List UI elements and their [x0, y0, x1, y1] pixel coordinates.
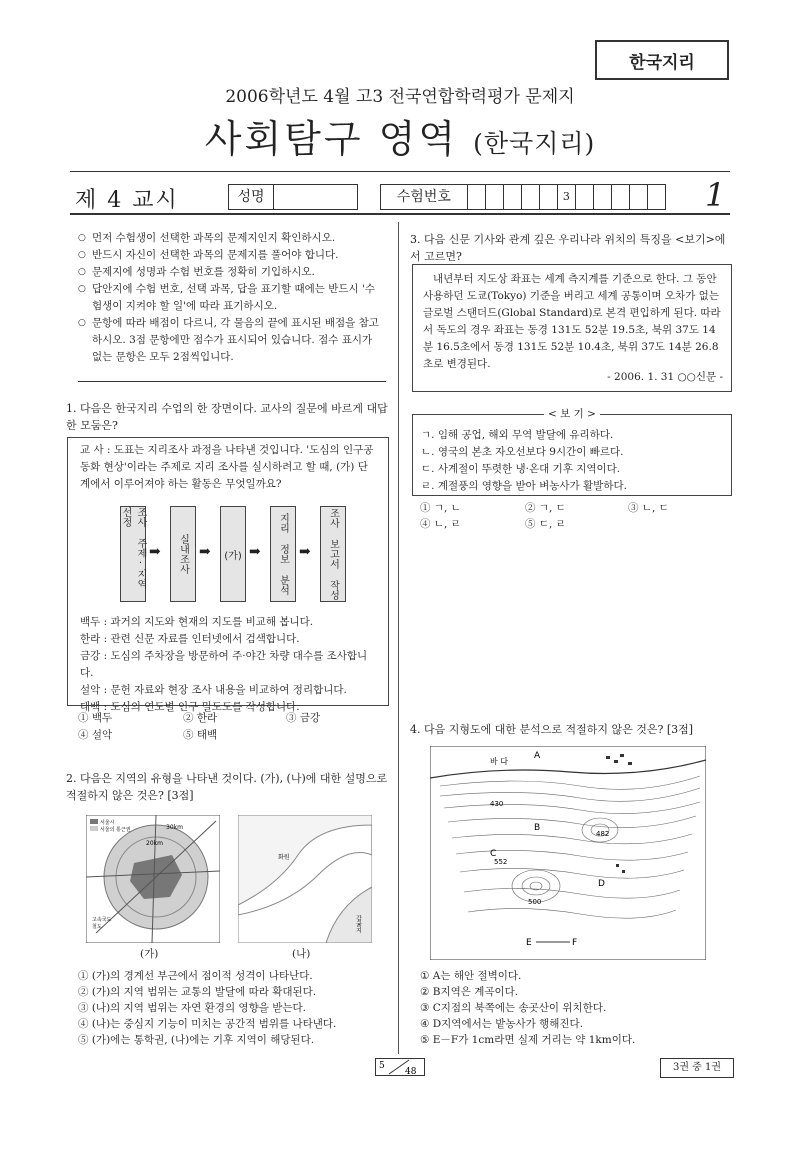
q1-answer: 설악 : 문헌 자료와 현장 조사 내용을 비교하여 정리합니다.	[80, 684, 347, 696]
map-a-label: 20km	[146, 840, 163, 847]
q4-choice[interactable]: ④ D지역에서는 밭농사가 행해진다.	[420, 1018, 584, 1030]
notice-item: ○ 문제지에 성명과 수험 번호를 정확히 기입하시오.	[78, 264, 383, 281]
topo-label-sea: 바 다	[490, 757, 508, 766]
q1-answers	[80, 614, 380, 716]
flow-step: 조사 주제·지역 선정	[120, 506, 146, 602]
subject-tag: 한국지리	[595, 40, 729, 80]
exam-id-cell[interactable]	[630, 185, 648, 209]
q4-choice[interactable]: ⑤ E－F가 1cm라면 실제 거리는 약 1km이다.	[420, 1034, 636, 1046]
map-a-legend: 고속국도	[92, 917, 112, 923]
session-label: 제 4 교시	[75, 188, 179, 213]
footer-page-num: 5	[379, 1061, 385, 1071]
notice-item: ○ 답안지에 수험 번호, 선택 과목, 답을 표기할 때에는 반드시 '수험생이 지켜야 할 일'에 따라 표기하시오.	[78, 281, 383, 315]
q2-stem: 2. 다음은 지역의 유형을 나타낸 것이다. (가), (나)에 대한 설명으로 적절하지 않은 것은? [3점]	[66, 772, 388, 802]
q1-teacher-line: 교 사 : 도표는 지리조사 과정을 나타낸 것입니다. '도심의 인구공동화 현상'이라는 주제로 지리 조사를 실시하려고 할 때, (가) 단계에서 이루어져야 하는 활동은 무엇일까요?	[80, 444, 374, 490]
q1-answer: 금강 : 도심의 주차장을 방문하여 주·야간 차량 대수를 조사합니다.	[80, 650, 368, 679]
q3-bogi-title: < 보 기 >	[544, 408, 600, 420]
q1-answer: 한라 : 관련 신문 자료를 인터넷에서 검색합니다.	[80, 633, 300, 645]
q3-bogi-item: ㄴ. 영국의 본초 자오선보다 9시간이 빠르다.	[421, 446, 624, 458]
q4-choices	[420, 968, 740, 1048]
q4-choice[interactable]: ① A는 해안 절벽이다.	[420, 970, 522, 982]
q3-bogi-list	[421, 427, 721, 495]
name-input-area[interactable]	[274, 185, 357, 209]
notice-item: ○ 문항에 따라 배점이 다르니, 각 물음의 끝에 표시된 배점을 참고하시오. 3점 문항에만 점수가 표시되어 있습니다. 점수 표시가 없는 문항은 모두 2점씩입니다.	[78, 315, 383, 366]
header-rule-top	[70, 171, 730, 172]
q2-map-a	[86, 815, 220, 943]
flow-arrow-icon: ➡	[299, 544, 311, 560]
q3-bogi-title-wrap	[413, 406, 731, 423]
q1-answer: 태백 : 도심의 연도별 인구 밀도도를 작성합니다.	[80, 701, 300, 713]
topo-label-d: D	[598, 879, 605, 889]
flow-step-ga: (가)	[220, 506, 246, 602]
q3-bogi-item: ㄱ. 임해 공업, 해외 무역 발달에 유리하다.	[421, 429, 614, 441]
q3-stem: 3. 다음 신문 기사와 관계 깊은 우리나라 위치의 특징을 <보기>에서 고르면?	[410, 233, 726, 263]
q1-choice[interactable]: ③ 금강	[286, 712, 321, 724]
q3-choices	[420, 500, 730, 534]
q3-choice[interactable]: ④ ㄴ, ㄹ	[420, 518, 461, 530]
q3-choice[interactable]: ③ ㄴ, ㄷ	[628, 502, 669, 514]
q3-choice[interactable]: ② ㄱ, ㄷ	[525, 502, 566, 514]
exam-title: 2006학년도 4월 고3 전국연합학력평가 문제지	[225, 87, 575, 107]
footer-set-tag: 3권 중 1권	[660, 1058, 734, 1078]
exam-id-cell[interactable]	[486, 185, 504, 209]
exam-id-cell[interactable]	[540, 185, 558, 209]
q2-choice[interactable]: ① (가)의 경계선 부근에서 점이적 성격이 나타난다.	[78, 970, 313, 982]
exam-id-cell[interactable]	[576, 185, 594, 209]
page-number: 1	[705, 176, 726, 214]
name-label: 성명	[229, 185, 274, 209]
q3-bogi-item: ㄹ. 계절풍의 영향을 받아 벼농사가 활발하다.	[421, 480, 627, 492]
exam-id-label: 수험번호	[381, 185, 468, 209]
header-rule-bottom	[70, 213, 730, 215]
q4-stem: 4. 다음 지형도에 대한 분석으로 적절하지 않은 것은? [3점]	[410, 723, 694, 736]
q1-answer: 백두 : 과거의 지도와 현재의 지도를 비교해 봅니다.	[80, 616, 314, 628]
q2-choice[interactable]: ③ (나)의 지역 범위는 자연 환경의 영향을 받는다.	[78, 1002, 306, 1014]
topo-label-a: A	[534, 751, 541, 761]
map-b-label: 화원	[278, 854, 290, 861]
notice-rule	[78, 381, 386, 382]
q3-bogi-box	[412, 408, 732, 496]
map-b-label: 감귤지	[354, 915, 362, 933]
q4-choice[interactable]: ③ C지점의 북쪽에는 송곳산이 위치한다.	[420, 1002, 607, 1014]
q1-choice[interactable]: ① 백두	[78, 712, 113, 724]
exam-id-cell[interactable]	[522, 185, 540, 209]
q1-choice[interactable]: ② 한라	[183, 712, 218, 724]
exam-id-cell[interactable]	[504, 185, 522, 209]
q2-choices	[78, 968, 398, 1048]
q1-choice[interactable]: ④ 설악	[78, 729, 113, 741]
topo-elev: 482	[596, 830, 610, 838]
map-a-legend: 철도	[92, 924, 102, 930]
topo-label-f: F	[572, 938, 578, 948]
q1-box	[67, 437, 389, 713]
exam-id-digit: 3	[558, 185, 576, 209]
q1-stem: 1. 다음은 한국지리 수업의 한 장면이다. 교사의 질문에 바르게 대답한 모둠은?	[66, 402, 388, 432]
q4-choice[interactable]: ② B지역은 계곡이다.	[420, 986, 519, 998]
q2-choice[interactable]: ④ (나)는 중심지 기능이 미치는 공간적 범위를 나타낸다.	[78, 1018, 337, 1030]
q3-article-box	[412, 264, 732, 392]
column-divider	[398, 222, 399, 1054]
topo-label-e: E	[526, 938, 532, 948]
q1-choice[interactable]: ⑤ 태백	[183, 729, 218, 741]
topo-label-c: C	[490, 849, 497, 859]
exam-id-cell[interactable]	[594, 185, 612, 209]
flow-step: 지리 정보 분석	[270, 506, 296, 602]
flow-arrow-icon: ➡	[149, 544, 161, 560]
q2-map-b	[238, 815, 372, 943]
map-a-legend: 서울의 통근권	[100, 827, 131, 833]
q2-caption-a: (가)	[140, 948, 159, 960]
exam-id-field[interactable]	[380, 184, 666, 210]
footer-page-counter	[375, 1058, 425, 1076]
q2-choice[interactable]: ⑤ (가)에는 통학권, (나)에는 기후 지역이 해당된다.	[78, 1034, 315, 1046]
main-title	[0, 108, 800, 163]
topo-elev: 430	[490, 800, 504, 808]
q4-topo-map	[430, 746, 706, 960]
flow-step: 실내조사	[170, 506, 196, 602]
topo-elev: 552	[494, 858, 508, 866]
map-a-legend: 서울시	[100, 820, 115, 826]
exam-id-cell[interactable]	[612, 185, 630, 209]
footer-page-total: 48	[405, 1067, 417, 1076]
name-field[interactable]	[228, 184, 358, 210]
q3-article: 내년부터 지도상 좌표는 세계 측지계를 기준으로 한다. 그 동안 사용하던 도쿄(Tokyo) 기준을 버리고 세계 공통이며 오차가 없는 글로벌 스탠더드(Global Standard)로 본격 편입하게 된다. 따라서 독도의 경우 좌표는 동경 131도 52분 19.5초, 북위 37도 14분 16.5초에서 동경 131도 52분 10.4초, 북위 37도 14분 26.8초로 변경된다.	[423, 273, 721, 370]
topo-elev: 500	[528, 898, 542, 906]
flow-arrow-icon: ➡	[199, 544, 211, 560]
q3-source: - 2006. 1. 31 ○○신문 -	[607, 371, 723, 383]
main-title-text: 사회탐구 영역	[204, 117, 459, 161]
q3-choice[interactable]: ⑤ ㄷ, ㄹ	[525, 518, 566, 530]
notice-item: ○ 먼저 수험생이 선택한 과목의 문제지인지 확인하시오.	[78, 230, 383, 247]
q3-choice[interactable]: ① ㄱ, ㄴ	[420, 502, 461, 514]
topo-label-b: B	[534, 823, 541, 833]
main-title-sub: (한국지리)	[473, 129, 596, 158]
flow-step: 조사 보고서 작성	[320, 506, 346, 602]
notices	[78, 230, 383, 366]
exam-id-cell[interactable]	[648, 185, 665, 209]
flow-arrow-icon: ➡	[249, 544, 261, 560]
notice-item: ○ 반드시 자신이 선택한 과목의 문제지를 풀어야 합니다.	[78, 247, 383, 264]
q3-bogi-item: ㄷ. 사계절이 뚜렷한 냉·온대 기후 지역이다.	[421, 463, 621, 475]
exam-id-cell[interactable]	[468, 185, 486, 209]
q2-choice[interactable]: ② (가)의 지역 범위는 교통의 발달에 따라 확대된다.	[78, 986, 317, 998]
q2-caption-b: (나)	[292, 948, 311, 960]
map-a-label: 30km	[166, 824, 183, 831]
